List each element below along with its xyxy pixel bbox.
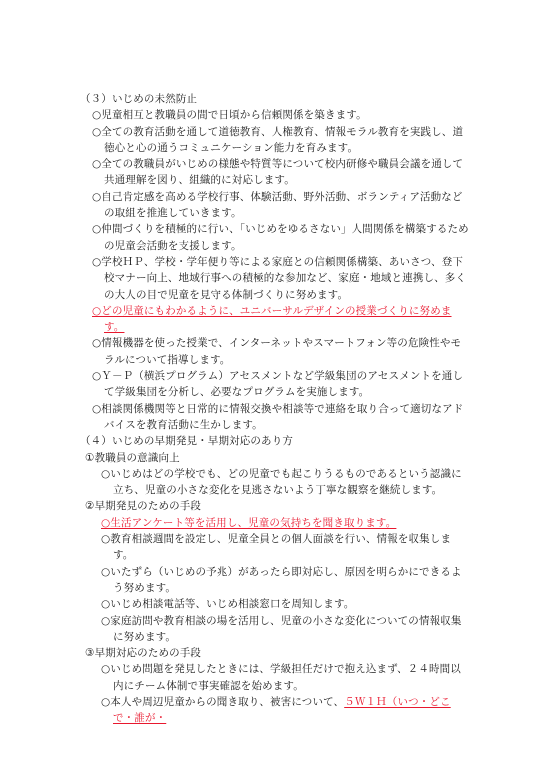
list-item: ○いじめ問題を発見したときには、学級担任だけで抱え込まず、２４時間以内にチーム体制で事実確認を始めます。: [101, 663, 461, 692]
item-text: ○本人や周辺児童からの聞き取り、被害について、: [101, 695, 345, 708]
list-item: ○全ての教育活動を通して道徳教育、人権教育、情報モラル教育を実践し、道徳心と心の通うコミュニケーション能力を育みます。: [92, 125, 464, 154]
document-body: [80, 91, 470, 727]
list-item: ○家庭訪問や教育相談の場を活用し、児童の小さな変化についての情報収集に努めます。: [101, 614, 462, 643]
subsection-3-title: ③早期対応のための手段: [85, 647, 202, 660]
list-item: ○児童相互と教職員の間で日頃から信頼関係を築きます。: [92, 109, 367, 122]
list-item: ○全ての教職員がいじめの様態や特質等について校内研修や職員会議を通して共通理解を図り、組織的に対応します。: [92, 158, 464, 187]
list-item: ○いじめはどの学校でも、どの児童でも起こりうるものであるという認識に立ち、児童の小さな変化を見逃さないよう丁寧な観察を継続します。: [101, 467, 462, 497]
list-item: ○いたずら（いじめの予兆）があったら即対応し、原因を明らかにできるよう努めます。: [101, 565, 462, 594]
list-item-highlighted: [80, 515, 470, 531]
section-4-heading: （４）いじめの早期発見・早期対応のあり方: [80, 435, 293, 448]
list-item: ○学校ＨＰ、学校・学年便り等による家庭との信頼関係構築、あいさつ、登下校マナー向上、地域行事への積極的な参加など、家庭・地域と連携し、多くの大人の目で児童を見守る体制づくりに努めます。: [92, 255, 467, 301]
list-item: ○いじめ相談電話等、いじめ相談窓口を周知します。: [101, 598, 355, 611]
list-item-highlighted: [80, 303, 470, 336]
list-item: ○仲間づくりを積極的に行い、「いじめをゆるさない」人間関係を構築するための児童会活動を支援します。: [92, 223, 469, 252]
list-item: ○Ｙ－Ｐ（横浜プログラム）アセスメントなど学級集団のアセスメントを通して学級集団を分析し、必要なプログラムを実施します。: [92, 370, 464, 399]
section-3-heading: （３）いじめの未然防止: [80, 93, 198, 105]
subsection-1-title: ①教職員の意識向上: [85, 451, 180, 464]
list-item: ○教育相談週間を設定し、児童全員との個人面談を行い、情報を収集します。: [101, 533, 452, 562]
subsection-2-title: ②早期発見のための手段: [85, 500, 202, 513]
list-item: ○相談関係機関等と日常的に情報交換や相談等で連絡を取り合って適切なアドバイスを教育活動に生かします。: [92, 402, 464, 431]
highlighted-text: ○どの児童にもわかるように、ユニバーサルデザインの授業づくりに努めます。: [92, 304, 452, 334]
list-item: ○情報機器を使った授業で、インターネットやスマートフォン等の危険性やモラルについて指導します。: [92, 337, 462, 366]
highlighted-text: ○生活アンケート等を活用し、児童の気持ちを聞き取ります。: [101, 516, 397, 529]
list-item: ○自己肯定感を高める学校行事、体験活動、野外活動、ボランティア活動などの取組を推進していきます。: [92, 190, 463, 220]
list-item-mixed: [80, 694, 470, 727]
highlighted-text: ５Ｗ１Ｈ（いつ・どこで・誰が・: [113, 695, 451, 725]
